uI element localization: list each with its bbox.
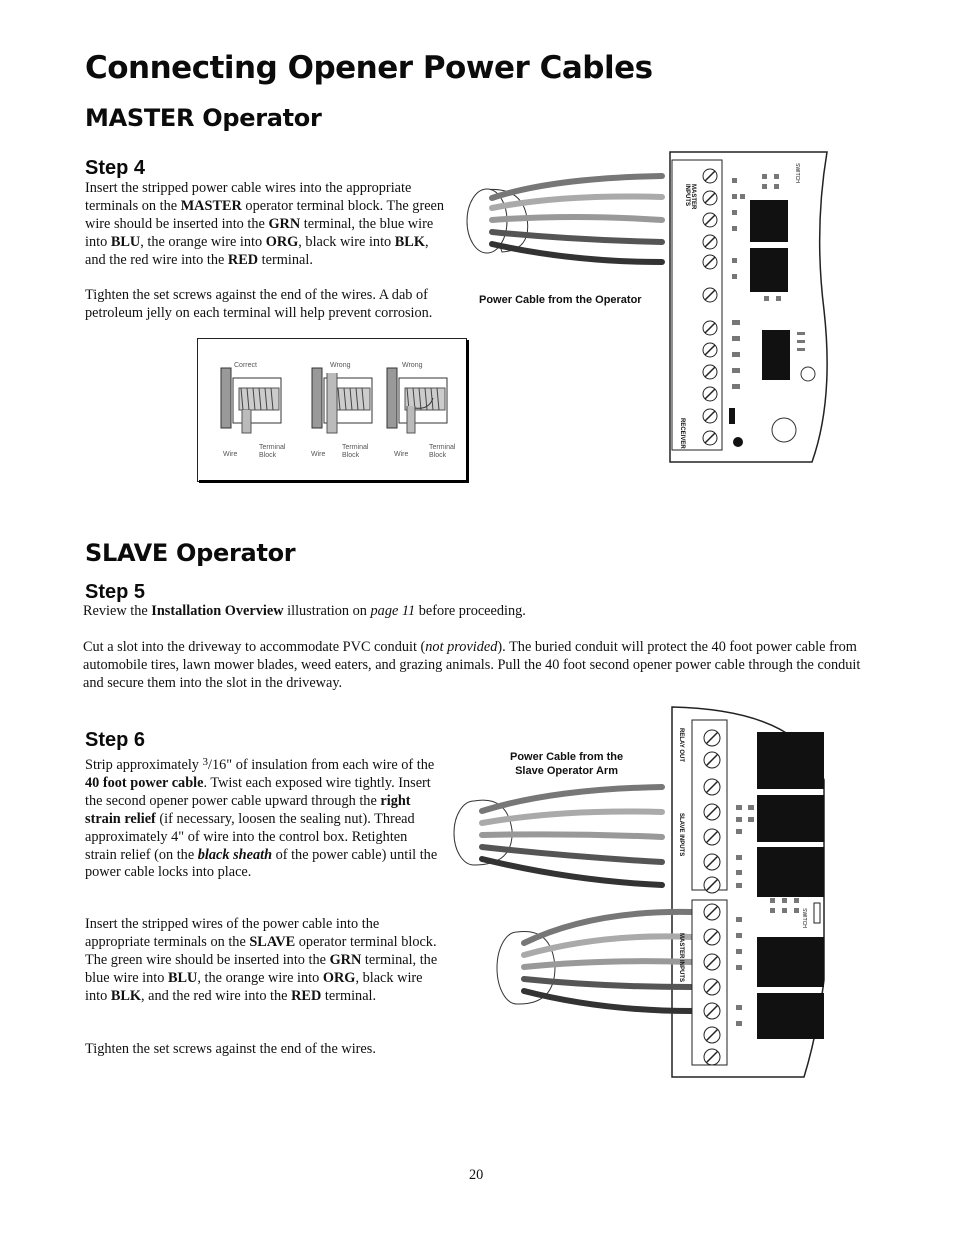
receiver-label: RECEIVER [679,418,685,449]
correct-diagram [221,368,281,433]
step4-tighten-paragraph: Tighten the set screws against the end of the wires. A dab of petroleum jelly on each terminal will help prevent corrosion. [85,287,433,321]
switch-label: SWITCH [793,163,800,183]
step6-paragraph-3: Tighten the set screws against the end of the wires. [85,1041,376,1057]
slave-master-inputs-label: MASTER INPUTS [678,933,684,983]
slave-caption-line-2: Slave Operator Arm [515,765,618,777]
slave-caption-line-1: Power Cable from the [510,751,624,763]
slave-figure-caption [510,750,623,778]
inset-wire-label-1: Wire [223,451,238,458]
inset-terminal-label-2: Terminal Block [342,444,369,459]
slave-switch-label: SWITCH [800,908,807,928]
page-number: 20 [469,1167,484,1183]
inset-label-correct: Correct [234,362,257,369]
step6-paragraph-2: Insert the stripped wires of the power cable into the appropriate terminals on the SLAVE operator terminal block. The green wire should be inserted into the GRN terminal, the blue wire into BLU, the orange wire into ORG, black wire into BLK, and the red wire into the RED terminal. [85,916,438,1004]
page-title: Connecting Opener Power Cables [85,50,653,86]
step5-paragraph-1: Review the Installation Overview illustration on page 11 before proceeding. [83,603,526,619]
step5-label: Step 5 [85,581,146,603]
step4-paragraph: Insert the stripped power cable wires into the appropriate terminals on the MASTER operator terminal block. The green wire should be inserted into the GRN terminal, the blue wire into BLU, the orange wire into ORG, black wire into BLK, and the red wire into the RED terminal. [85,180,445,268]
relay-out-label: RELAY OUT [678,728,684,763]
inset-terminal-label-3: Terminal Block [429,444,456,459]
master-inputs-label: MASTER INPUTS [684,184,696,210]
master-wiring-figure [462,150,832,465]
slave-inputs-label: SLAVE INPUTS [678,813,684,857]
inset-wire-label-3: Wire [394,451,409,458]
slave-heading: SLAVE Operator [85,539,296,567]
wrong-diagram-2 [387,368,447,433]
master-figure-caption: Power Cable from the Operator [479,294,642,306]
wrong-diagram-1 [312,368,372,433]
step6-paragraph-1: Strip approximately $^3$/16" of insulation from each wire of the 40 foot power cable. Twist each exposed wire tightly. Insert the second opener power cable upward through the right strain relief (if necessary, loosen the sealing nut). Thread approximately 4" of wire into the control box. Retighten strain relief (on the black sheath of the power cable) until the power cable locks into place. [85,756,438,881]
inset-wire-label-2: Wire [311,451,326,458]
inset-label-wrong-1: Wrong [330,362,351,369]
master-heading: MASTER Operator [85,104,322,132]
step4-label: Step 4 [85,157,146,179]
inset-terminal-label-1: Terminal Block [259,444,286,459]
inset-label-wrong-2: Wrong [402,362,423,369]
slave-wiring-figure [452,705,832,1080]
step5-paragraph-2: Cut a slot into the driveway to accommodate PVC conduit (not provided). The buried conduit will protect the 40 foot power cable from automobile tires, lawn mower blades, weed eaters, and grazing animals. Pull the 40 foot second opener power cable through the conduit and secure them into the slot in the driveway. [83,639,861,691]
step6-label: Step 6 [85,729,146,751]
wire-inset-figure [197,338,485,483]
